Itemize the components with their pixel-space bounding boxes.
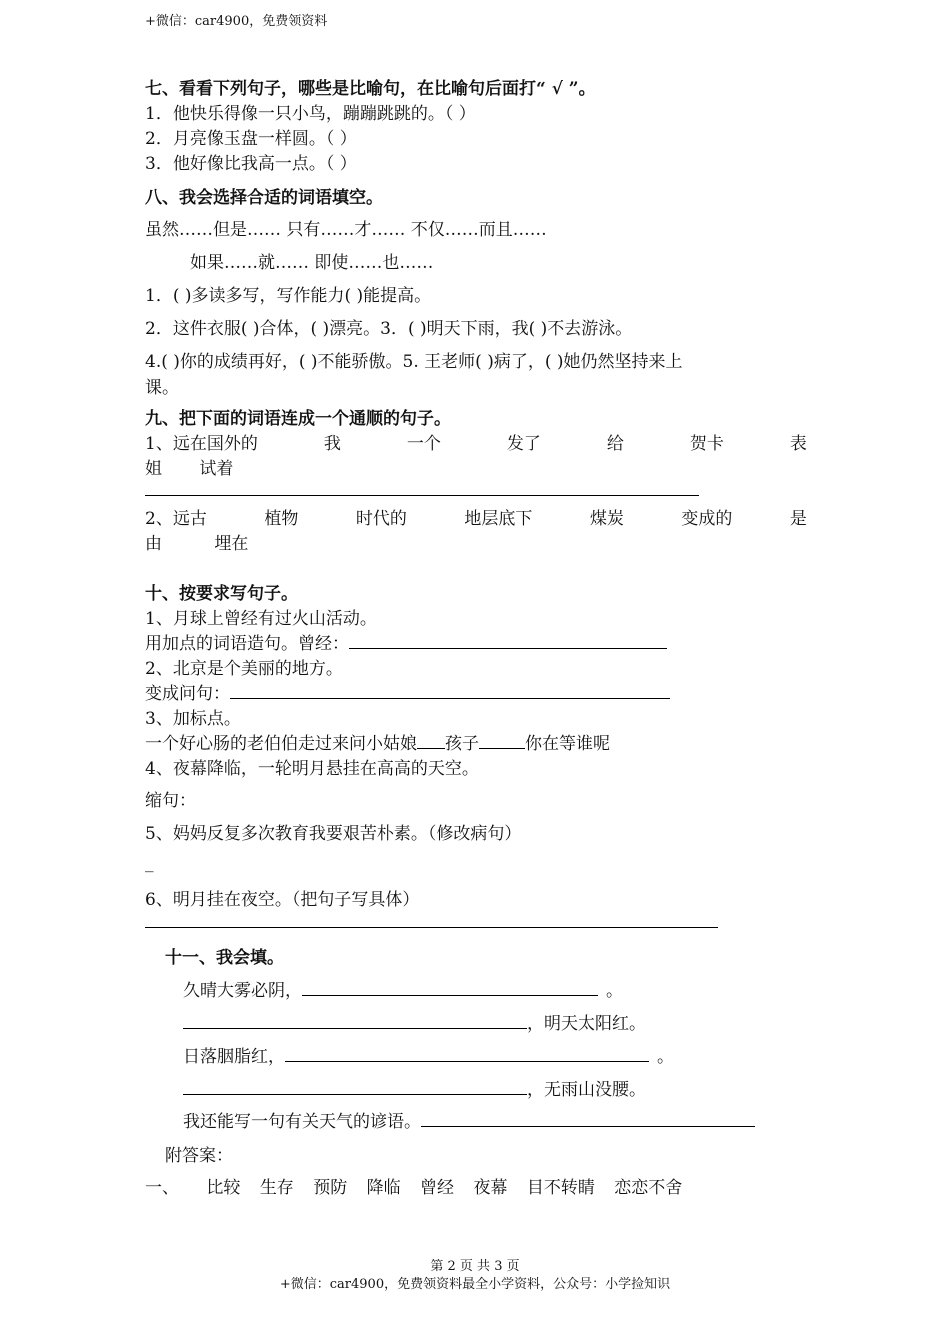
- s9-word: 时代的: [355, 509, 407, 529]
- s9-word: 1、远在国外的: [145, 434, 258, 454]
- s10-line-9: 5、妈妈反复多次教育我要艰苦朴素。（修改病句）: [145, 824, 522, 844]
- section-8-title: 八、我会选择合适的词语填空。: [145, 188, 383, 208]
- s10-line-5: 3、加标点。: [145, 709, 241, 729]
- s9-row-1: [145, 429, 807, 454]
- s11-line-c: [183, 1042, 674, 1067]
- s9-word: 给: [606, 434, 624, 454]
- s11-line-b: [183, 1009, 646, 1034]
- proverb-text: 我还能写一句有关天气的谚语。: [183, 1112, 421, 1132]
- answer-item: 曾经: [420, 1178, 455, 1198]
- s9-word: 姐: [145, 459, 162, 479]
- s10-line-3: 2、北京是个美丽的地方。: [145, 659, 343, 679]
- punctuation-blank-1[interactable]: [417, 734, 445, 749]
- s8-q1: 1．( )多读多写，写作能力( )能提高。: [145, 286, 432, 306]
- answer-item: 生存: [259, 1178, 294, 1198]
- proverb-blank-3[interactable]: [285, 1047, 649, 1062]
- s9-row-2: [145, 504, 807, 529]
- answer-item: 夜幕: [473, 1178, 508, 1198]
- header-text: +微信：car4900，免费领资料: [145, 14, 328, 29]
- answer-item: 比较: [206, 1178, 241, 1198]
- s10-sentence-part: 孩子: [445, 734, 479, 754]
- s11-line-d: [183, 1075, 646, 1100]
- s9-word: 植物: [264, 509, 299, 529]
- s7-item-1: 1．他快乐得像一只小鸟，蹦蹦跳跳的。（ ）: [145, 104, 476, 124]
- answer-item: 预防: [313, 1178, 348, 1198]
- section-10-title: 十、按要求写句子。: [145, 584, 298, 604]
- proverb-text: 。: [657, 1047, 674, 1067]
- section-7-title: 七、看看下列句子，哪些是比喻句，在比喻句后面打“ √ ”。: [145, 79, 596, 99]
- punctuation-blank-2[interactable]: [479, 734, 525, 749]
- s9-row-1b: [145, 454, 233, 479]
- footer-text: +微信：car4900，免费领资料最全小学资料，公众号：小学捡知识: [279, 1277, 671, 1292]
- s9-word: 煤炭: [589, 509, 624, 529]
- s10-line-2: [145, 629, 667, 654]
- proverb-text: ，无雨山没腰。: [527, 1080, 646, 1100]
- proverb-text: ，明天太阳红。: [527, 1014, 646, 1034]
- s8-words-1: 虽然……但是…… 只有……才…… 不仅……而且……: [145, 220, 547, 240]
- s9-row-2b: [145, 529, 248, 554]
- s9-word: 埋在: [214, 534, 249, 554]
- s11-line-a: [183, 976, 623, 1001]
- s9-word: 表: [789, 434, 807, 454]
- answer-item: 目不转睛: [526, 1178, 595, 1198]
- s10-line-1: 1、月球上曾经有过火山活动。: [145, 609, 377, 629]
- s9-word: 贺卡: [689, 434, 724, 454]
- s10-answer-blank-1[interactable]: [349, 634, 667, 649]
- s11-line-e: [183, 1107, 755, 1132]
- proverb-blank-2[interactable]: [183, 1014, 527, 1029]
- s10-sentence-part: 你在等谁呢: [525, 734, 610, 754]
- s9-word: 我: [323, 434, 341, 454]
- section-9-title: 九、把下面的词语连成一个通顺的句子。: [145, 409, 451, 429]
- s9-word: 变成的: [681, 509, 733, 529]
- proverb-blank-1[interactable]: [302, 981, 598, 996]
- s7-item-3: 3．他好像比我高一点。（ ）: [145, 154, 357, 174]
- s10-answer-line-3[interactable]: [145, 927, 718, 928]
- s9-answer-line-1[interactable]: [145, 495, 699, 496]
- s9-word: 发了: [506, 434, 541, 454]
- answer-item: 一、: [145, 1178, 179, 1198]
- proverb-text: 久晴大雾必阴，: [183, 981, 302, 1001]
- s10-prompt: 变成问句：: [145, 684, 230, 704]
- s8-words-2: 如果……就…… 即使……也……: [190, 253, 434, 273]
- s9-word: 地层底下: [464, 509, 533, 529]
- s10-prompt: 用加点的词语造句。曾经：: [145, 634, 349, 654]
- answers-title: 附答案：: [165, 1146, 233, 1166]
- answer-item: 恋恋不舍: [614, 1178, 683, 1198]
- proverb-text: 。: [606, 981, 623, 1001]
- page-number: 第 2 页 共 3 页: [430, 1259, 520, 1274]
- s10-line-7: 4、夜幕降临，一轮明月悬挂在高高的天空。: [145, 759, 479, 779]
- s10-sentence-part: 一个好心肠的老伯伯走过来问小姑娘: [145, 734, 417, 754]
- s9-word: 由: [145, 534, 162, 554]
- proverb-blank-4[interactable]: [183, 1080, 527, 1095]
- answers-row: [145, 1173, 682, 1198]
- s10-line-8: 缩句：: [145, 791, 196, 811]
- s10-line-10: _: [145, 853, 154, 873]
- s9-word: 一个: [406, 434, 441, 454]
- s7-item-2: 2．月亮像玉盘一样圆。（ ）: [145, 129, 357, 149]
- s8-q3a: 4.( )你的成绩再好，( )不能骄傲。5. 王老师( )病了，( )她仍然坚持来上: [145, 352, 683, 372]
- answer-item: 降临: [366, 1178, 401, 1198]
- proverb-blank-5[interactable]: [421, 1112, 755, 1127]
- s10-line-4: [145, 679, 670, 704]
- proverb-text: 日落胭脂红，: [183, 1047, 285, 1067]
- s8-q3b: 课。: [145, 378, 179, 398]
- s9-word: 试着: [199, 459, 234, 479]
- s10-line-11: 6、明月挂在夜空。（把句子写具体）: [145, 890, 420, 910]
- s9-word: 2、远古: [145, 509, 207, 529]
- s10-line-6: [145, 729, 610, 754]
- s9-word: 是: [789, 509, 807, 529]
- s8-q2: 2．这件衣服( )合体，( )漂亮。3．( )明天下雨，我( )不去游泳。: [145, 319, 633, 339]
- section-11-title: 十一、我会填。: [165, 948, 284, 968]
- s10-answer-blank-2[interactable]: [230, 684, 670, 699]
